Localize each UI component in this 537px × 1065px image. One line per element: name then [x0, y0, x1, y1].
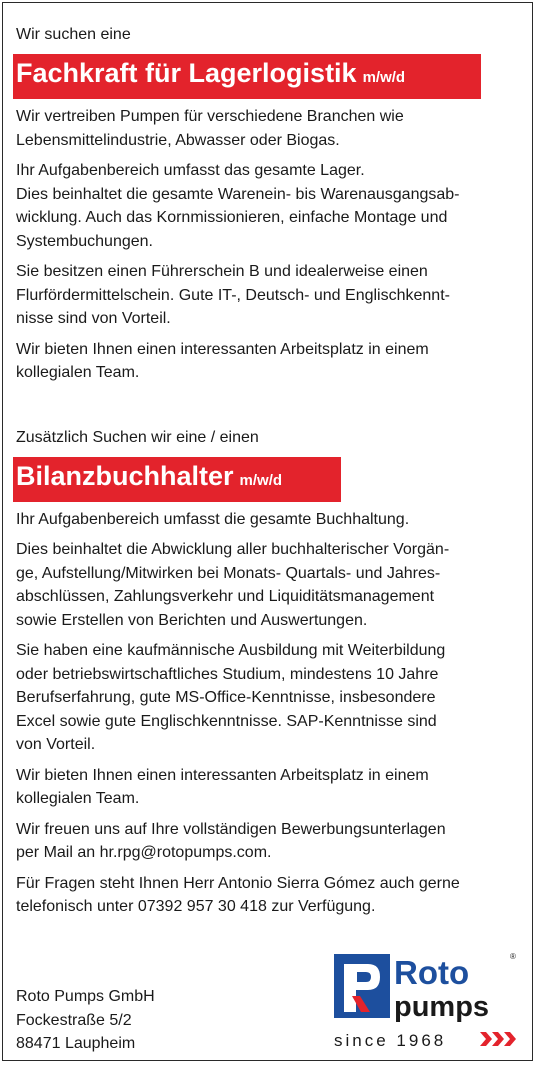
section2-title: Bilanzbuchhalter [16, 460, 234, 491]
logo-since: since 1968 [334, 1031, 447, 1050]
section2-paragraph: Dies beinhaltet die Abwicklung aller buchhalterischer Vorgän- ge, Aufstellung/Mitwirken bei Monats- Quartals- und Jahres- abschlüssen, Zahlungsverkehr und Liquiditätsmanagement sowie Erstellen von Berichten und Auswertungen. [16, 541, 450, 629]
section1-paragraph: Ihr Aufgabenbereich umfasst das gesamte Lager. Dies beinhaltet die gesamte Warenein- bis Warenausgangsab- wicklung. Auch das Kornmissionieren, einfache Montage und Systembuchungen. [16, 162, 460, 250]
section1-title-suffix: m/w/d [362, 69, 406, 86]
section1-title-banner [13, 54, 481, 99]
section2-paragraph: Für Fragen steht Ihnen Herr Antonio Sierra Gómez auch gerne telefonisch unter 07392 957 30 418 zur Verfügung. [16, 874, 460, 915]
section2-paragraph: Wir bieten Ihnen einen interessanten Arbeitsplatz in einem kollegialen Team. [16, 766, 429, 807]
logo-word-pumps: pumps [394, 991, 490, 1023]
roto-pumps-logo [330, 950, 525, 1050]
section1-paragraph: Wir vertreiben Pumpen für verschiedene Branchen wie Lebensmittelindustrie, Abwasser oder Biogas. [16, 108, 404, 149]
company-address: Roto Pumps GmbH Fockestraße 5/2 88471 Laupheim [16, 988, 155, 1052]
section2-paragraph: Wir freuen uns auf Ihre vollständigen Bewerbungsunterlagen per Mail an hr.rpg@rotopumps.com. [16, 820, 446, 861]
section1-title: Fachkraft für Lagerlogistik [16, 58, 357, 88]
roto-mark-icon [334, 954, 390, 1018]
logo-word-roto: Roto [394, 954, 470, 991]
section2-paragraph: Ihr Aufgabenbereich umfasst die gesamte Buchhaltung. [16, 510, 410, 528]
section-bilanzbuchhalter [16, 427, 521, 919]
section2-intro: Zusätzlich Suchen wir eine / einen [16, 428, 259, 446]
ad-content [16, 24, 521, 919]
section1-intro: Wir suchen eine [16, 26, 131, 43]
section2-paragraph: Sie haben eine kaufmännische Ausbildung mit Weiterbildung oder betriebswirtschaftliches Studium, mindestens 10 Jahre Berufserfahrung, gute MS-Office-Kenntnisse, insbesondere Excel sowie gute Englischkenntnisse. SAP-Kenntnisse sind von Vorteil. [16, 642, 446, 753]
section2-title-banner [13, 457, 341, 502]
section2-title-suffix: m/w/d [239, 471, 283, 489]
section1-paragraph: Sie besitzen einen Führerschein B und idealerweise einen Flurfördermittelschein. Gute IT-, Deutsch- und Englischkennt- nisse sind von Vorteil. [16, 263, 450, 327]
section-lagerlogistik [16, 24, 521, 385]
chevrons-icon [480, 1032, 516, 1046]
section1-paragraph: Wir bieten Ihnen einen interessanten Arbeitsplatz in einem kollegialen Team. [16, 340, 429, 381]
registered-mark: ® [510, 952, 516, 961]
